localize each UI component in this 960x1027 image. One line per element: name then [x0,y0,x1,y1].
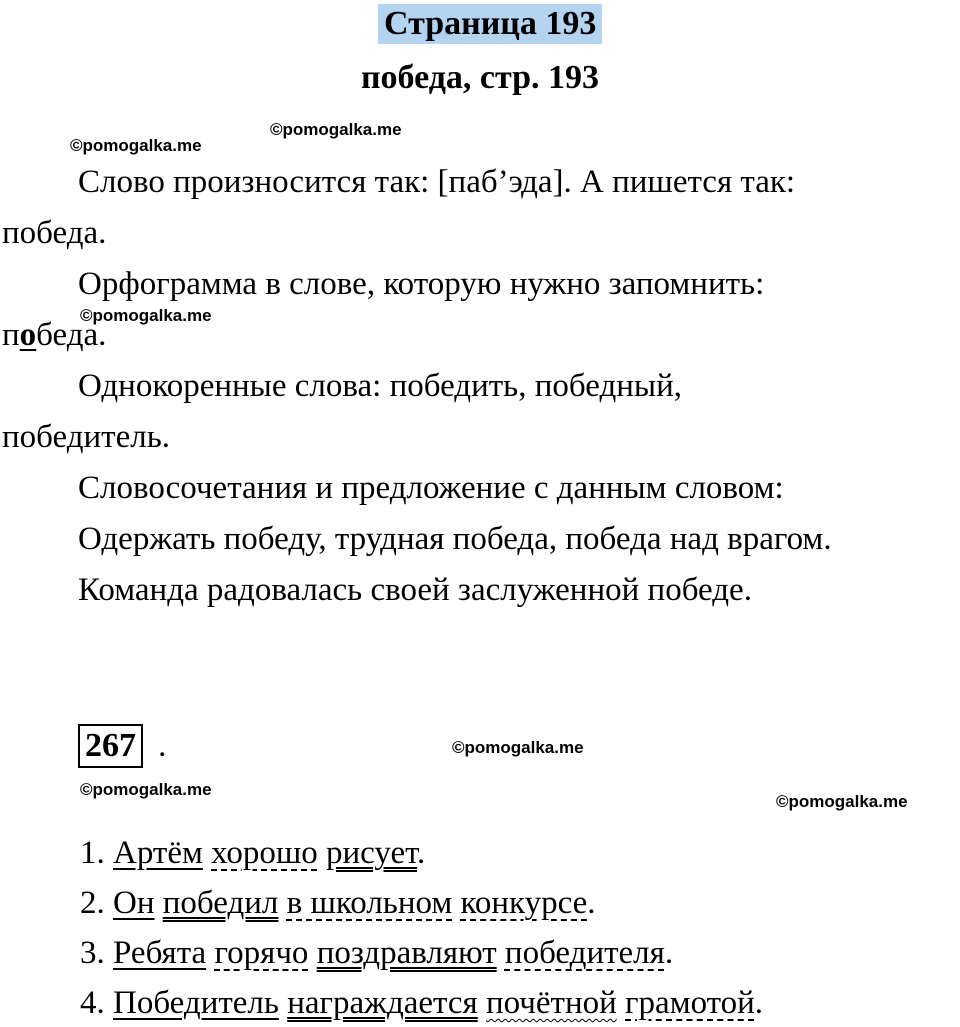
paragraph-phrases-line3: Команда радовалась своей заслуженной победе. [78,572,752,608]
page-subtitle: победа, стр. 193 [360,59,600,96]
object: грамотой [625,985,755,1021]
paragraph-phrases: Словосочетания и предложение с данным словом: [78,470,784,506]
exercise-number: 267 [78,724,143,768]
adverbial: конкурсе [460,885,588,921]
attribute: почётной [485,985,617,1021]
paragraph-related-words-cont: победитель. [2,419,171,455]
watermark: ©pomogalka.me [776,792,908,811]
adverbial: хорошо [211,835,318,871]
adverbial: в школьном [286,885,453,921]
adverbial: горячо [214,935,309,971]
sentence-1: 1. Артём хорошо рисует. [80,835,426,871]
watermark: ©pomogalka.me [80,780,212,799]
object: победителя [504,935,665,971]
paragraph-pronunciation: Слово произносится так: [паб’эда]. А пишется так: [78,164,796,200]
watermark: ©pomogalka.me [70,136,202,155]
paragraph-phrases-line2: Одержать победу, трудная победа, победа над врагом. [78,521,832,557]
page-title: Страница 193 [378,4,602,44]
subject: Ребята [113,935,207,971]
paragraph-pronunciation-cont: победа. [2,215,107,251]
orthogram-word: победа. [2,317,107,353]
predicate: победил [162,885,279,921]
paragraph-related-words: Однокоренные слова: победить, победный, [78,368,682,404]
paragraph-orthogram: Орфограмма в слове, которую нужно запомнить: [78,266,765,302]
predicate: поздравляют [316,935,497,971]
sentence-2: 2. Он победил в школьном конкурсе. [80,885,596,921]
exercise-number-dot: . [158,727,167,764]
subject: Он [113,885,155,921]
orthogram-letter: о [19,317,37,353]
predicate: рисует [326,835,418,871]
watermark: ©pomogalka.me [80,306,212,325]
sentence-4: 4. Победитель награждается почётной грамотой. [80,985,764,1021]
watermark: ©pomogalka.me [270,120,402,139]
sentence-3: 3. Ребята горячо поздравляют победителя. [80,935,674,971]
watermark: ©pomogalka.me [452,738,584,757]
subject: Победитель [113,985,279,1021]
subject: Артём [113,835,203,871]
predicate: награждается [287,985,478,1021]
